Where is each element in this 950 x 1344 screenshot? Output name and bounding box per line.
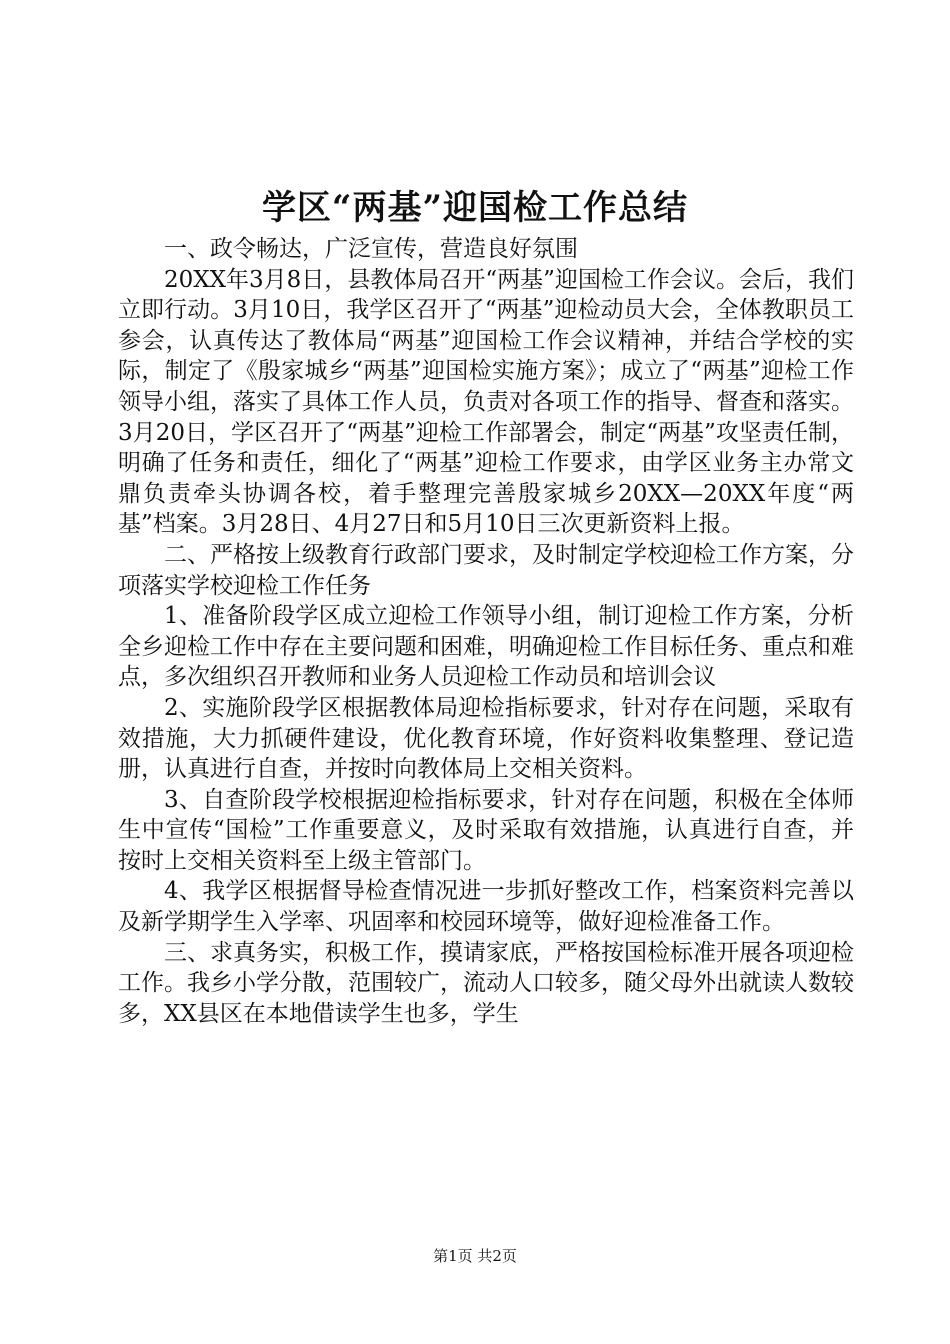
- document-title: 学区“两基”迎国检工作总结: [261, 188, 689, 228]
- section-heading-2: 二、严格按上级教育行政部门要求，及时制定学校迎检工作方案，分项落实学校迎检工作任务: [118, 541, 854, 599]
- paragraph-rectification: 4、我学区根据督导检查情况进一步抓好整改工作，档案资料完善以及新学期学生入学率、巩固率和校园环境等，做好迎检准备工作。: [118, 878, 854, 936]
- paragraph-meeting: 20XX年3月8日，县教体局召开“两基”迎国检工作会议。会后，我们立即行动。3月10日，我学区召开了“两基”迎检动员大会，全体教职员工参会，认真传达了教体局“两基”迎国检工作会议精神，并结合学校的实际，制定了《殷家城乡“两基”迎国检实施方案》；成立了“两基”迎检工作领导小组，落实了具体工作人员，负责对各项工作的指导、督查和落实。3月20日，学区召开了“两基”迎检工作部署会，制定“两基”攻坚责任制，明确了任务和责任，细化了“两基”迎检工作要求，由学区业务主办常文鼎负责牵头协调各校，着手整理完善殷家城乡20XX—20XX年度“两基”档案。3月28日、4月27日和5月10日三次更新资料上报。: [118, 266, 854, 538]
- paragraph-preparation-stage: 1、准备阶段学区成立迎检工作领导小组，制订迎检工作方案，分析全乡迎检工作中存在主要问题和困难，明确迎检工作目标任务、重点和难点，多次组织召开教师和业务人员迎检工作动员和培训会议: [118, 603, 854, 691]
- paragraph-implementation-stage: 2、实施阶段学区根据教体局迎检指标要求，针对存在问题，采取有效措施，大力抓硬件建设，优化教育环境，作好资料收集整理、登记造册，认真进行自查，并按时向教体局上交相关资料。: [118, 694, 854, 783]
- section-heading-3: 三、求真务实，积极工作，摸请家底，严格按国检标准开展各项迎检工作。我乡小学分散，范围较广，流动人口较多，随父母外出就读人数较多，XX县区在本地借读学生也多，学生: [118, 939, 854, 1027]
- document-body: [118, 234, 854, 1029]
- page-footer: 第1页 共2页: [433, 1247, 517, 1265]
- section-heading-1: 一、政令畅达，广泛宣传，营造良好氛围: [164, 236, 578, 262]
- paragraph-self-check-stage: 3、自查阶段学校根据迎检指标要求，针对存在问题，积极在全体师生中宣传“国检”工作重要意义，及时采取有效措施，认真进行自查，并按时上交相关资料至上级主管部门。: [118, 786, 854, 874]
